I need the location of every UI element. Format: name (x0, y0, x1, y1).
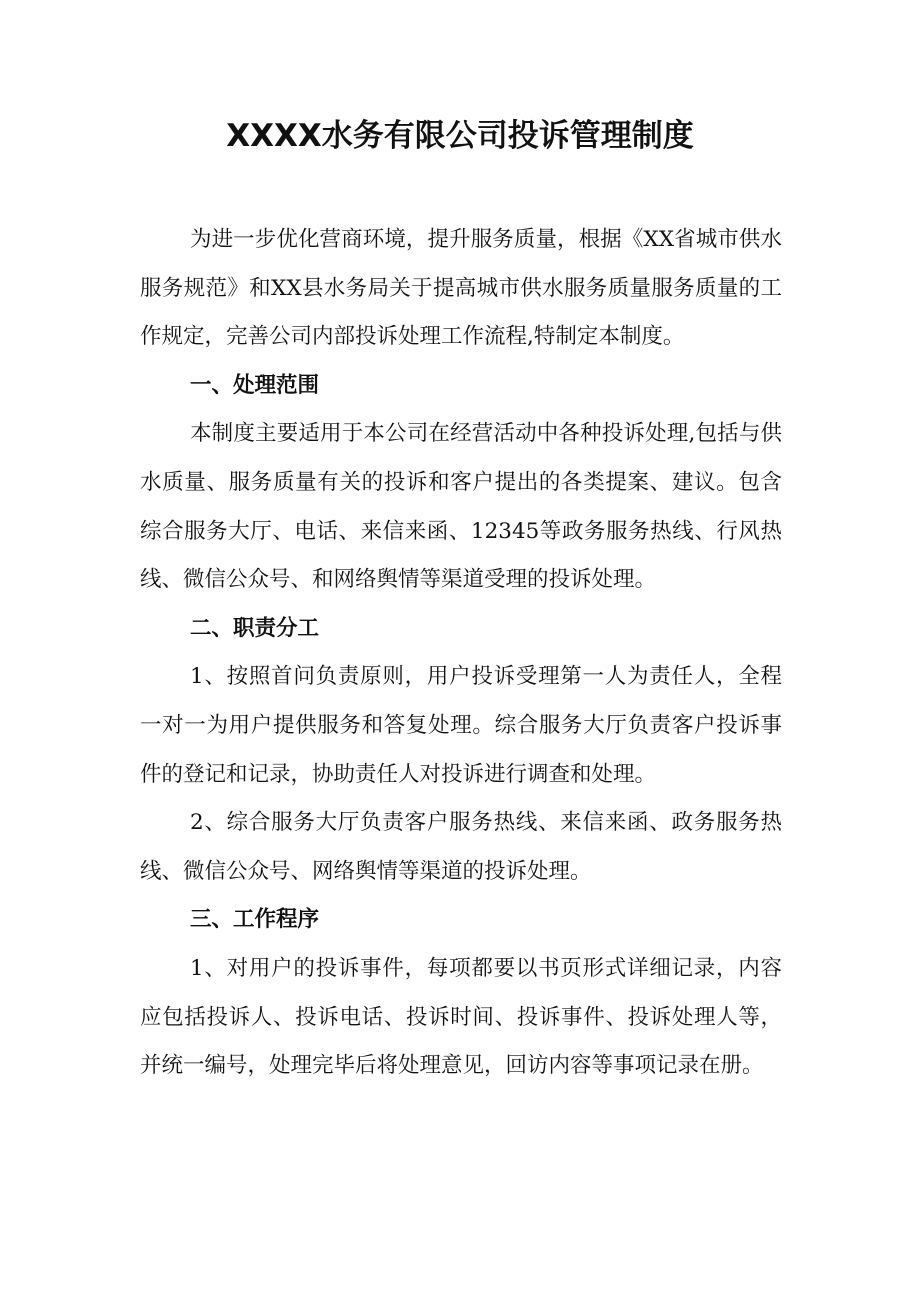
responsibilities-paragraph-1: 1、按照首问负责原则，用户投诉受理第一人为责任人，全程一对一为用户提供服务和答复处理。综合服务大厅负责客户投诉事件的登记和记录，协助责任人对投诉进行调查和处理。 (140, 664, 782, 787)
intro-paragraph: 为进一步优化营商环境，提升服务质量，根据《XX省城市供水服务规范》和XX县水务局关于提高城市供水服务质量服务质量的工作规定，完善公司内部投诉处理工作流程,特制定本制度。 (140, 227, 782, 350)
section-heading-procedure: 三、工作程序 (190, 907, 320, 933)
section-heading-responsibilities: 二、职责分工 (190, 615, 320, 641)
document-body (140, 216, 782, 1091)
document-title: XXXX水务有限公司投诉管理制度 (226, 118, 694, 154)
scope-paragraph: 本制度主要适用于本公司在经营活动中各种投诉处理,包括与供水质量、服务质量有关的投诉和客户提出的各类提案、建议。包含综合服务大厅、电话、来信来函、12345等政务服务热线、行风热线、微信公众号、和网络舆情等渠道受理的投诉处理。 (140, 421, 782, 593)
section-heading-scope: 一、处理范围 (190, 372, 320, 398)
responsibilities-paragraph-2: 2、综合服务大厅负责客户服务热线、来信来函、政务服务热线、微信公众号、网络舆情等渠道的投诉处理。 (140, 810, 782, 884)
procedure-paragraph-1: 1、对用户的投诉事件，每项都要以书页形式详细记录，内容应包括投诉人、投诉电话、投诉时间、投诉事件、投诉处理人等，并统一编号，处理完毕后将处理意见，回访内容等事项记录在册。 (140, 955, 782, 1079)
